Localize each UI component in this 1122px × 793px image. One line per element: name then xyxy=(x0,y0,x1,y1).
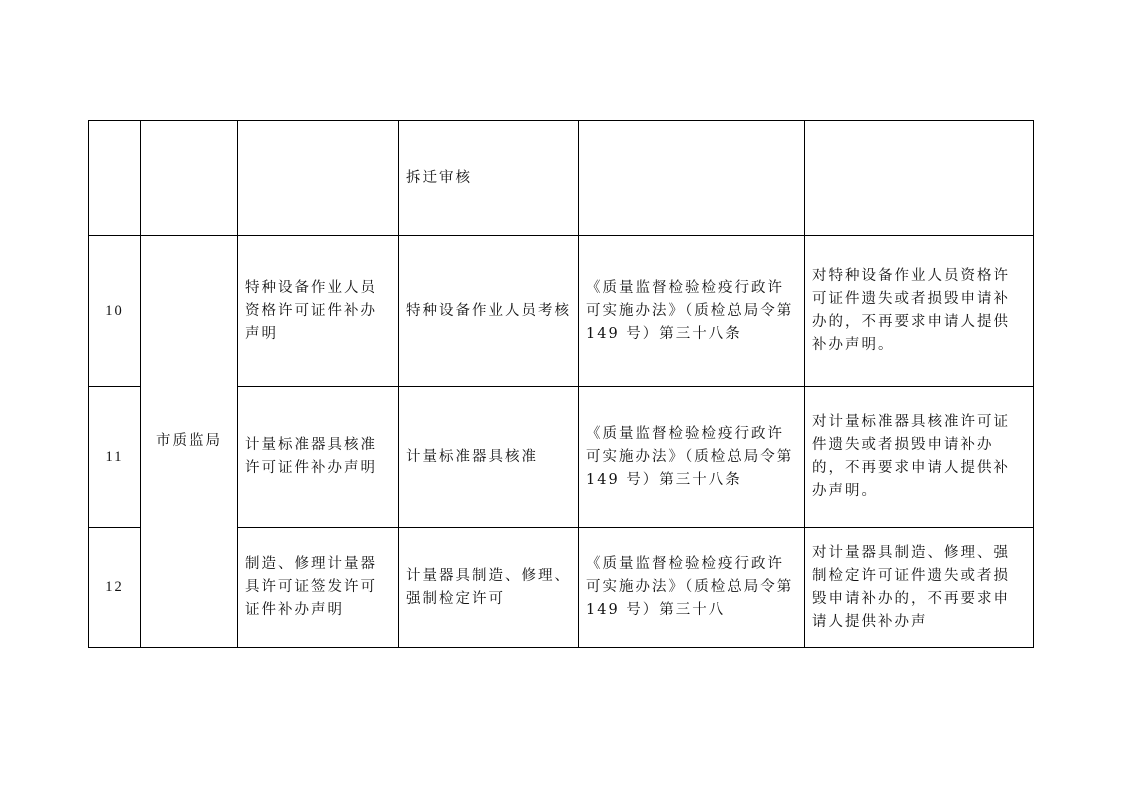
item-cell xyxy=(238,121,399,236)
measure-cell: 对特种设备作业人员资格许可证件遗失或者损毁申请补办的，不再要求申请人提供补办声明。 xyxy=(805,236,1034,387)
item-cell: 特种设备作业人员资格许可证件补办声明 xyxy=(238,236,399,387)
row-number: 12 xyxy=(89,528,141,648)
law-cell: 《质量监督检验检疫行政许可实施办法》（质检总局令第 149 号）第三十八条 xyxy=(579,387,805,528)
document-table xyxy=(88,120,1034,648)
law-cell xyxy=(579,121,805,236)
basis-cell: 特种设备作业人员考核 xyxy=(399,236,579,387)
table-row xyxy=(89,236,1034,387)
measure-cell xyxy=(805,121,1034,236)
measure-cell: 对计量器具制造、修理、强制检定许可证件遗失或者损毁申请补办的，不再要求申请人提供补办声 xyxy=(805,528,1034,648)
item-cell: 计量标准器具核准许可证件补办声明 xyxy=(238,387,399,528)
basis-cell: 拆迁审核 xyxy=(399,121,579,236)
law-cell: 《质量监督检验检疫行政许可实施办法》（质检总局令第 149 号）第三十八 xyxy=(579,528,805,648)
law-cell: 《质量监督检验检疫行政许可实施办法》（质检总局令第 149 号）第三十八条 xyxy=(579,236,805,387)
row-number: 10 xyxy=(89,236,141,387)
department-cell xyxy=(141,121,238,236)
row-number xyxy=(89,121,141,236)
department-cell: 市质监局 xyxy=(141,236,238,648)
basis-cell: 计量标准器具核准 xyxy=(399,387,579,528)
measure-cell: 对计量标准器具核准许可证件遗失或者损毁申请补办的，不再要求申请人提供补办声明。 xyxy=(805,387,1034,528)
row-number: 11 xyxy=(89,387,141,528)
table-row xyxy=(89,121,1034,236)
item-cell: 制造、修理计量器具许可证签发许可证件补办声明 xyxy=(238,528,399,648)
basis-cell: 计量器具制造、修理、强制检定许可 xyxy=(399,528,579,648)
